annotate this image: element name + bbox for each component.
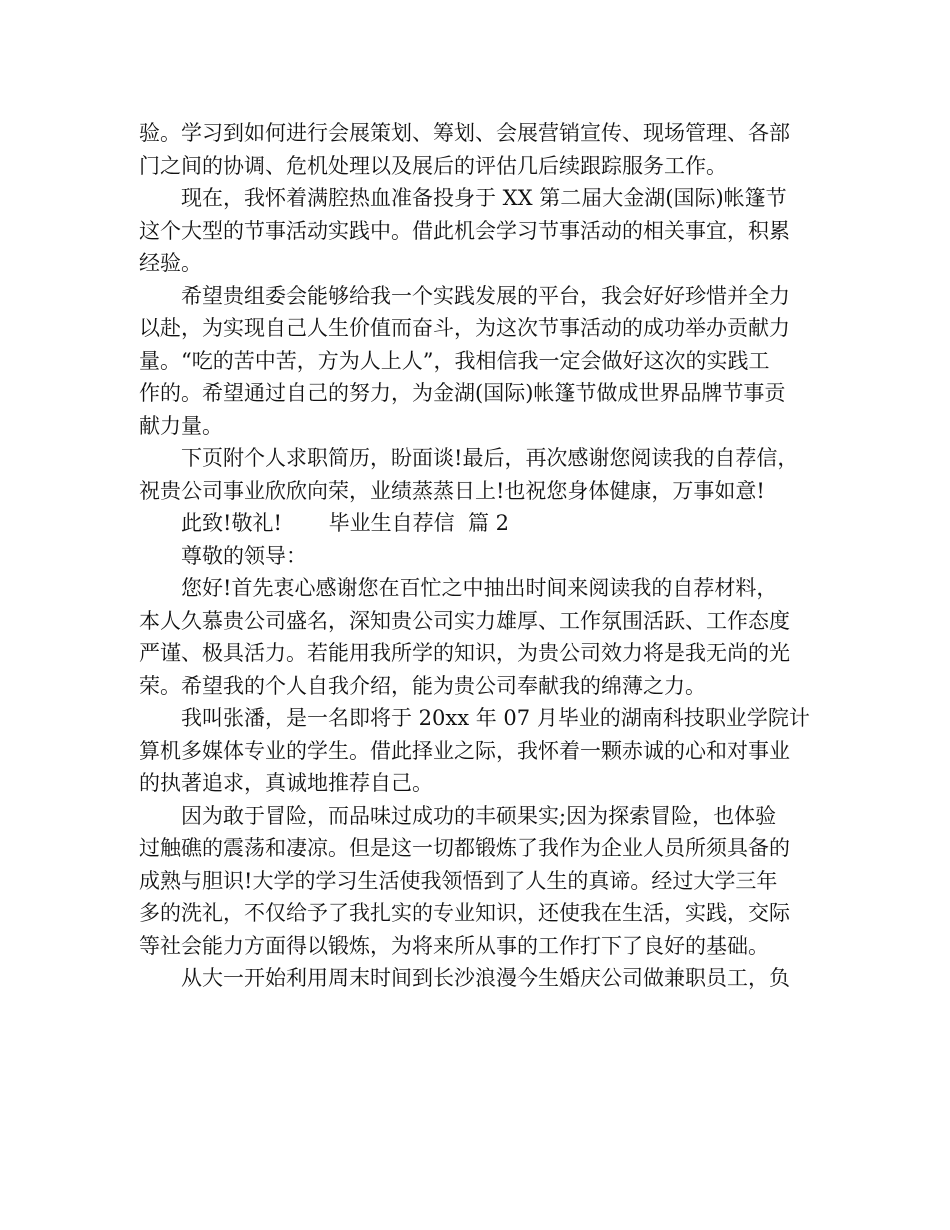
text-line: 多的洗礼，不仅给予了我扎实的专业知识，还使我在生活，实践，交际: [139, 901, 790, 925]
text-line: 作的。希望通过自己的努力，为金湖(国际)帐篷节做成世界品牌节事贡: [139, 381, 786, 405]
salutation-line: 尊敬的领导：: [181, 543, 307, 568]
text-line: 荣。希望我的个人自我介绍，能为贵公司奉献我的绵薄之力。: [139, 673, 706, 698]
text-line: 等社会能力方面得以锻炼，为将来所从事的工作打下了良好的基础。: [139, 933, 769, 958]
text-line: 本人久慕贵公司盛名，深知贵公司实力雄厚、工作氛围活跃、工作态度: [139, 608, 790, 633]
text-line: 严谨、极具活力。若能用我所学的知识，为贵公司效力将是我无尚的光: [139, 641, 790, 665]
text-line: 验。学习到如何进行会展策划、筹划、会展营销宣传、现场管理、各部: [139, 121, 790, 145]
text-line: 献力量。: [139, 413, 223, 438]
paragraph-start-line: 我叫张潘，是一名即将于 20xx 年 07 月毕业的湖南科技职业学院计: [181, 706, 810, 730]
text-line: 算机多媒体专业的学生。借此择业之际，我怀着一颗赤诚的心和对事业: [139, 738, 790, 763]
paragraph-start-line: 希望贵组委会能够给我一个实践发展的平台，我会好好珍惜并全力: [181, 283, 790, 308]
document-body: [139, 117, 819, 995]
text-line: 过触礁的震荡和凄凉。但是这一切都锻炼了我作为企业人员所须具备的: [139, 836, 790, 860]
text-line: 的执著追求，真诚地推荐自己。: [139, 771, 433, 795]
text-line: 成熟与胆识!大学的学习生活使我领悟到了人生的真谛。经过大学三年: [139, 868, 778, 893]
text-line: 祝贵公司事业欣欣向荣，业绩蒸蒸日上!也祝您身体健康，万事如意!: [139, 478, 765, 503]
paragraph-start-line: 下页附个人求职简历，盼面谈!最后，再次感谢您阅读我的自荐信，: [181, 446, 799, 470]
text-line: 经验。: [139, 251, 202, 275]
paragraph-start-line: 您好!首先衷心感谢您在百忙之中抽出时间来阅读我的自荐材料，: [181, 576, 778, 600]
paragraph-start-line: 从大一开始利用周末时间到长沙浪漫今生婚庆公司做兼职员工，负: [181, 966, 790, 990]
text-line: 以赴，为实现自己人生价值而奋斗，为这次节事活动的成功举办贡献力: [139, 316, 790, 340]
text-line: 这个大型的节事活动实践中。借此机会学习节事活动的相关事宜，积累: [139, 218, 790, 243]
text-line: 量。“吃的苦中苦，方为人上人”，我相信我一定会做好这次的实践工: [139, 348, 770, 373]
paragraph-start-line: 因为敢于冒险，而品味过成功的丰硕果实;因为探索冒险，也体验: [181, 803, 777, 828]
closing-and-section-title-line: 此致!敬礼! 毕业生自荐信 篇 2: [181, 511, 509, 535]
text-line: 门之间的协调、危机处理以及展后的评估几后续跟踪服务工作。: [139, 153, 727, 178]
paragraph-start-line: 现在，我怀着满腔热血准备投身于 XX 第二届大金湖(国际)帐篷节: [181, 186, 787, 210]
